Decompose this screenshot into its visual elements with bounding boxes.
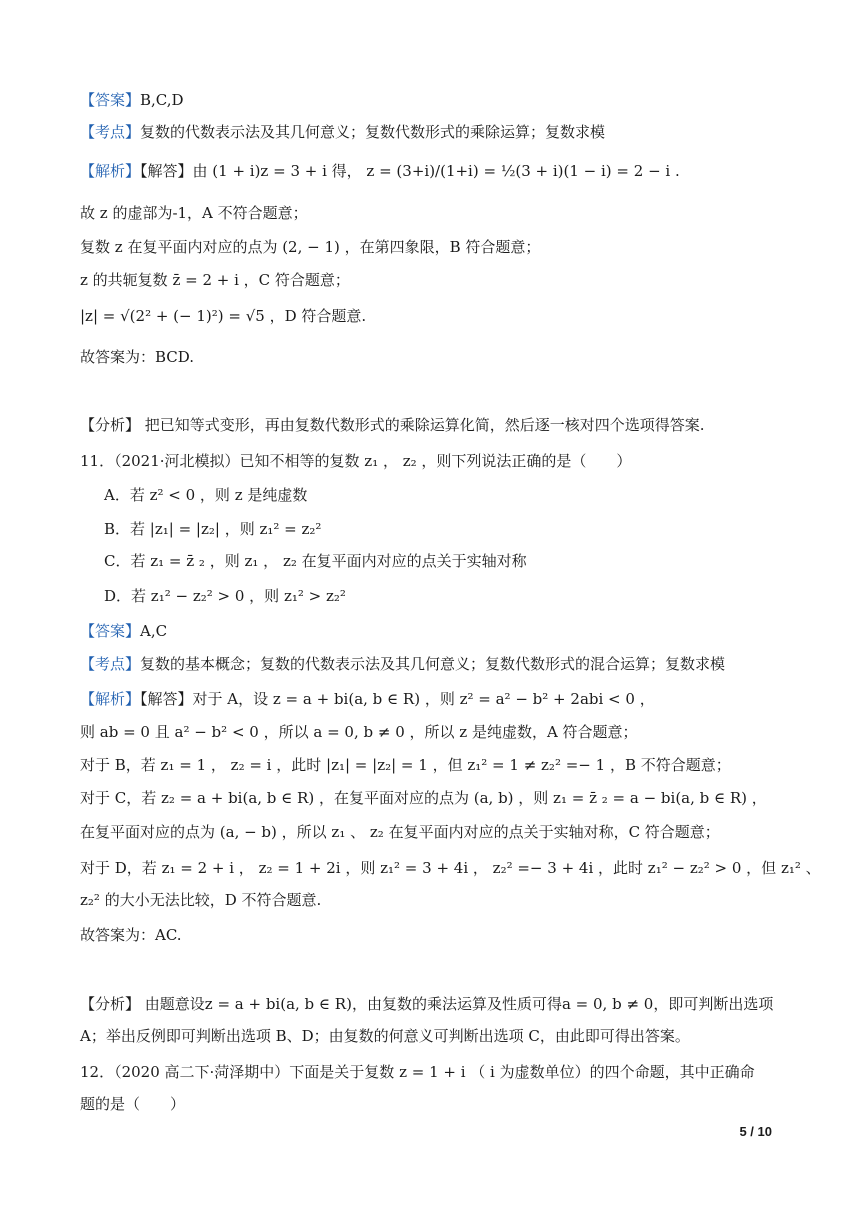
text-line — [80, 993, 773, 1015]
text-line — [80, 821, 720, 843]
text-line — [104, 585, 346, 607]
text-line — [104, 550, 527, 572]
line-text: A；举出反例即可判断出选项 B、D；由复数的何意义可判断出选项 C，由此即可得出答案。 — [80, 1027, 690, 1045]
line-text: 【解答】对于 A，设 z = a + bi(a, b ∈ R) ，则 z² = a² − b² + 2abi < 0 ， — [140, 690, 655, 708]
line-text: C．若 z₁ = z̄ ₂ ，则 z₁ ， z₂ 在复平面内对应的点关于实轴对称 — [104, 552, 527, 570]
section-tag: 【解析】 — [80, 690, 141, 708]
line-text: 对于 B，若 z₁ = 1 ， z₂ = i ，此时 |z₁| = |z₂| = 1 ，但 z₁² = 1 ≠ z₂² =− 1 ，B 不符合题意； — [80, 756, 731, 774]
text-line — [80, 305, 366, 327]
text-line — [80, 236, 540, 258]
line-text: D．若 z₁² − z₂² > 0 ，则 z₁² > z₂² — [104, 587, 346, 605]
text-line — [80, 924, 182, 946]
line-text: A,C — [140, 622, 168, 640]
line-text: B,C,D — [140, 91, 184, 109]
line-text: 对于 D，若 z₁ = 2 + i ， z₂ = 1 + 2i ，则 z₁² = 3 + 4i ， z₂² =− 3 + 4i ，此时 z₁² − z₂² > 0 ，但 z₁² 、 — [80, 859, 821, 877]
text-line — [104, 484, 307, 506]
text-line — [80, 89, 184, 111]
section-tag: 【解析】 — [80, 162, 141, 180]
line-text: |z| = √(2² + (− 1)²) = √5 ，D 符合题意. — [80, 307, 367, 325]
line-text: 复数的代数表示法及其几何意义；复数代数形式的乘除运算；复数求模 — [140, 123, 606, 141]
text-line — [80, 1025, 690, 1047]
line-text: B．若 |z₁| = |z₂| ，则 z₁² = z₂² — [104, 520, 322, 538]
section-tag: 【答案】 — [80, 91, 141, 109]
line-text: 故答案为：AC. — [80, 926, 182, 944]
line-text: 题的是（ ） — [80, 1095, 186, 1113]
text-line — [80, 754, 731, 776]
text-line — [80, 160, 680, 182]
section-tag: 【考点】 — [80, 655, 141, 673]
text-line — [80, 414, 705, 436]
text-line — [80, 450, 631, 472]
section-tag: 【答案】 — [80, 622, 141, 640]
line-text: z₂² 的大小无法比较，D 不符合题意. — [80, 891, 322, 909]
page-number: 5 / 10 — [739, 1124, 772, 1139]
text-line — [80, 889, 321, 911]
section-tag: 【考点】 — [80, 123, 141, 141]
text-line — [80, 653, 725, 675]
text-line — [80, 346, 194, 368]
line-text: 则 ab = 0 且 a² − b² < 0 ，所以 a = 0, b ≠ 0 ，所以 z 是纯虚数，A 符合题意； — [80, 723, 638, 741]
text-line — [104, 518, 321, 540]
text-line — [80, 787, 767, 809]
line-text: 【分析】 由题意设z = a + bi(a, b ∈ R)，由复数的乘法运算及性质可得a = 0, b ≠ 0，即可判断出选项 — [80, 995, 774, 1013]
line-text: 故 z 的虚部为-1，A 不符合题意； — [80, 204, 308, 222]
text-line — [80, 721, 638, 743]
text-line — [80, 269, 350, 291]
line-text: 【解答】由 (1 + i)z = 3 + i 得， z = (3+i)/(1+i) = ½(3 + i)(1 − i) = 2 − i . — [140, 162, 680, 180]
line-text: 在复平面对应的点为 (a, − b) ，所以 z₁ 、 z₂ 在复平面内对应的点关于实轴对称，C 符合题意； — [80, 823, 720, 841]
line-text: 12．（2020 高二下·菏泽期中）下面是关于复数 z = 1 + i （ i 为虚数单位）的四个命题，其中正确命 — [80, 1063, 755, 1081]
line-text: 【分析】 把已知等式变形，再由复数代数形式的乘除运算化简，然后逐一核对四个选项得答案. — [80, 416, 705, 434]
text-line — [80, 857, 821, 879]
line-text: A．若 z² < 0 ，则 z 是纯虚数 — [104, 486, 308, 504]
line-text: 11．（2021·河北模拟）已知不相等的复数 z₁ ， z₂ ，则下列说法正确的是（ ） — [80, 452, 632, 470]
text-line — [80, 1061, 755, 1083]
text-line — [80, 1093, 185, 1115]
line-text: 复数 z 在复平面内对应的点为 (2, − 1) ，在第四象限，B 符合题意； — [80, 238, 541, 256]
text-line — [80, 202, 308, 224]
line-text: 复数的基本概念；复数的代数表示法及其几何意义；复数代数形式的混合运算；复数求模 — [140, 655, 726, 673]
line-text: 故答案为：BCD. — [80, 348, 195, 366]
text-line — [80, 688, 655, 710]
text-line — [80, 121, 605, 143]
text-line — [80, 620, 167, 642]
line-text: 对于 C，若 z₂ = a + bi(a, b ∈ R) ，在复平面对应的点为 (a, b) ，则 z₁ = z̄ ₂ = a − bi(a, b ∈ R) ， — [80, 789, 767, 807]
line-text: z 的共轭复数 z̄ = 2 + i ，C 符合题意； — [80, 271, 350, 289]
